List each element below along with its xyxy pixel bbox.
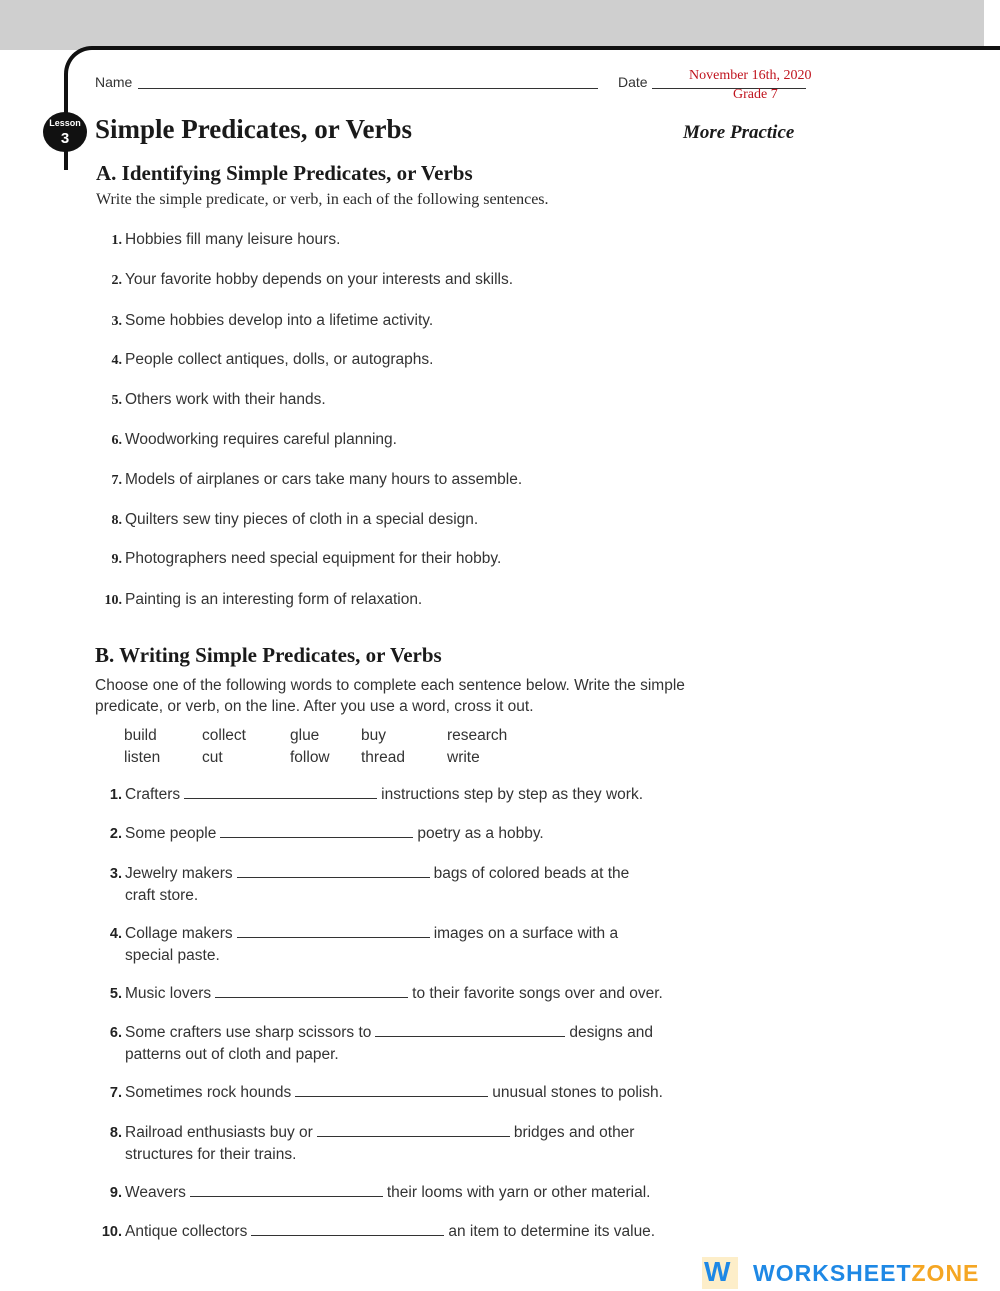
date-field-line[interactable] xyxy=(652,88,806,89)
item-number: 1. xyxy=(109,787,122,803)
item-number: 7. xyxy=(111,473,122,488)
word-bank-word: cut xyxy=(202,749,223,766)
section-b-item xyxy=(96,923,618,966)
section-b-item xyxy=(96,1082,663,1104)
section-b-item xyxy=(96,1122,634,1165)
item-text-after: instructions step by step as they work. xyxy=(381,786,644,803)
item-text-before: Weavers xyxy=(125,1184,186,1201)
section-a-item xyxy=(96,550,501,568)
watermark-text-zone: ZONE xyxy=(911,1260,980,1286)
section-a-item xyxy=(96,351,433,369)
item-text-before: Railroad enthusiasts buy or xyxy=(125,1124,313,1141)
section-b-instruction: Choose one of the following words to complete each sentence below. Write the simple predicate, or verb, on the line. After you use a word, cross it out. xyxy=(95,677,685,715)
item-text: Some hobbies develop into a lifetime activity. xyxy=(125,312,434,329)
page-subtitle: More Practice xyxy=(683,122,795,143)
answer-blank[interactable] xyxy=(375,1022,565,1037)
answer-blank[interactable] xyxy=(215,983,408,998)
item-number: 5. xyxy=(111,393,122,408)
word-bank-word: listen xyxy=(124,749,161,766)
answer-blank[interactable] xyxy=(237,863,430,878)
item-text-after: images on a surface with a xyxy=(433,925,619,942)
word-bank-word: write xyxy=(447,749,480,766)
item-number: 6. xyxy=(109,1025,122,1041)
section-a-item xyxy=(96,312,433,330)
lesson-badge-label: Lesson xyxy=(49,118,81,128)
section-a-item xyxy=(96,431,397,449)
item-text-before: Sometimes rock hounds xyxy=(125,1084,292,1101)
section-b-item xyxy=(96,983,663,1005)
section-b-item xyxy=(96,784,643,806)
item-number: 2. xyxy=(111,273,122,288)
section-b-item xyxy=(96,1022,653,1065)
top-right-strip xyxy=(984,0,1000,50)
item-number: 10. xyxy=(101,1224,122,1240)
word-bank-word: build xyxy=(124,727,157,744)
item-number: 5. xyxy=(109,986,122,1002)
item-text: Woodworking requires careful planning. xyxy=(125,431,397,448)
item-text-before: Some people xyxy=(125,825,217,842)
item-number: 8. xyxy=(109,1125,122,1141)
section-b-item xyxy=(96,823,544,845)
page-title: Simple Predicates, or Verbs xyxy=(95,114,412,144)
item-text-after: their looms with yarn or other material. xyxy=(386,1184,651,1201)
item-number: 3. xyxy=(109,866,122,882)
item-text: Photographers need special equipment for their hobby. xyxy=(125,550,502,567)
item-text-before: Crafters xyxy=(125,786,181,803)
name-label: Name xyxy=(95,74,133,90)
lesson-badge-number: 3 xyxy=(60,130,70,147)
item-text-continued: craft store. xyxy=(125,887,199,904)
item-text: People collect antiques, dolls, or autographs. xyxy=(125,351,434,368)
item-number: 8. xyxy=(111,513,122,528)
item-text: Your favorite hobby depends on your interests and skills. xyxy=(125,271,514,288)
item-number: 6. xyxy=(111,433,122,448)
item-text-after: designs and xyxy=(569,1024,653,1041)
item-text-after: unusual stones to polish. xyxy=(492,1084,663,1101)
name-field-line[interactable] xyxy=(138,88,598,89)
answer-blank[interactable] xyxy=(190,1182,383,1197)
answer-blank[interactable] xyxy=(251,1221,444,1236)
item-number: 9. xyxy=(111,552,122,567)
section-b-item xyxy=(96,1221,655,1243)
answer-blank[interactable] xyxy=(184,784,377,799)
word-bank-word: thread xyxy=(361,749,405,766)
item-text-after: bags of colored beads at the xyxy=(433,865,630,882)
item-number: 4. xyxy=(109,926,122,942)
item-text-before: Music lovers xyxy=(125,985,212,1002)
item-text-after: an item to determine its value. xyxy=(448,1223,656,1240)
section-b-item xyxy=(96,1182,650,1204)
top-gray-band xyxy=(0,0,984,50)
section-a-heading: A. Identifying Simple Predicates, or Verbs xyxy=(96,161,473,185)
item-text-continued: structures for their trains. xyxy=(125,1146,297,1163)
date-label: Date xyxy=(618,74,648,90)
item-text-continued: special paste. xyxy=(125,947,220,964)
item-text-before: Some crafters use sharp scissors to xyxy=(125,1024,372,1041)
section-a-instruction: Write the simple predicate, or verb, in each of the following sentences. xyxy=(96,191,549,208)
item-text: Hobbies fill many leisure hours. xyxy=(125,231,341,248)
item-number: 9. xyxy=(109,1185,122,1201)
watermark-logo[interactable] xyxy=(753,1260,979,1287)
item-text: Models of airplanes or cars take many hours to assemble. xyxy=(125,471,523,488)
answer-blank[interactable] xyxy=(237,923,430,938)
section-a-item xyxy=(96,391,326,409)
section-b-heading: B. Writing Simple Predicates, or Verbs xyxy=(95,643,442,667)
grade-value: Grade 7 xyxy=(733,87,778,102)
item-text-continued: patterns out of cloth and paper. xyxy=(125,1046,339,1063)
section-a-item xyxy=(96,231,340,249)
date-value: November 16th, 2020 xyxy=(689,68,812,83)
header-frame xyxy=(64,46,1000,170)
item-text-before: Jewelry makers xyxy=(125,865,233,882)
section-a-item xyxy=(96,471,522,489)
section-a-item xyxy=(96,511,478,529)
section-b-item xyxy=(96,863,629,906)
item-text: Painting is an interesting form of relaxation. xyxy=(125,591,423,608)
watermark-text-worksheet: WORKSHEET xyxy=(753,1260,912,1286)
lesson-badge xyxy=(43,112,87,152)
item-text-before: Antique collectors xyxy=(125,1223,248,1240)
item-number: 1. xyxy=(111,233,122,248)
watermark-w-icon: W xyxy=(704,1256,731,1287)
word-bank-word: buy xyxy=(361,727,386,744)
item-number: 10. xyxy=(104,593,122,608)
item-text: Quilters sew tiny pieces of cloth in a special design. xyxy=(125,511,479,528)
item-number: 4. xyxy=(111,353,122,368)
answer-blank[interactable] xyxy=(295,1082,488,1097)
word-bank-word: follow xyxy=(290,749,330,766)
word-bank-word: collect xyxy=(202,727,246,744)
item-text-after: poetry as a hobby. xyxy=(417,825,544,842)
item-number: 7. xyxy=(109,1085,122,1101)
item-number: 3. xyxy=(111,314,122,329)
word-bank-word: research xyxy=(447,727,508,744)
item-text-after: bridges and other xyxy=(513,1124,635,1141)
answer-blank[interactable] xyxy=(220,823,413,838)
word-bank-word: glue xyxy=(290,727,320,744)
item-text-after: to their favorite songs over and over. xyxy=(412,985,663,1002)
section-a-item xyxy=(96,591,422,609)
item-text: Others work with their hands. xyxy=(125,391,326,408)
answer-blank[interactable] xyxy=(317,1122,510,1137)
section-a-item xyxy=(96,271,513,289)
item-text-before: Collage makers xyxy=(125,925,233,942)
item-number: 2. xyxy=(109,826,122,842)
